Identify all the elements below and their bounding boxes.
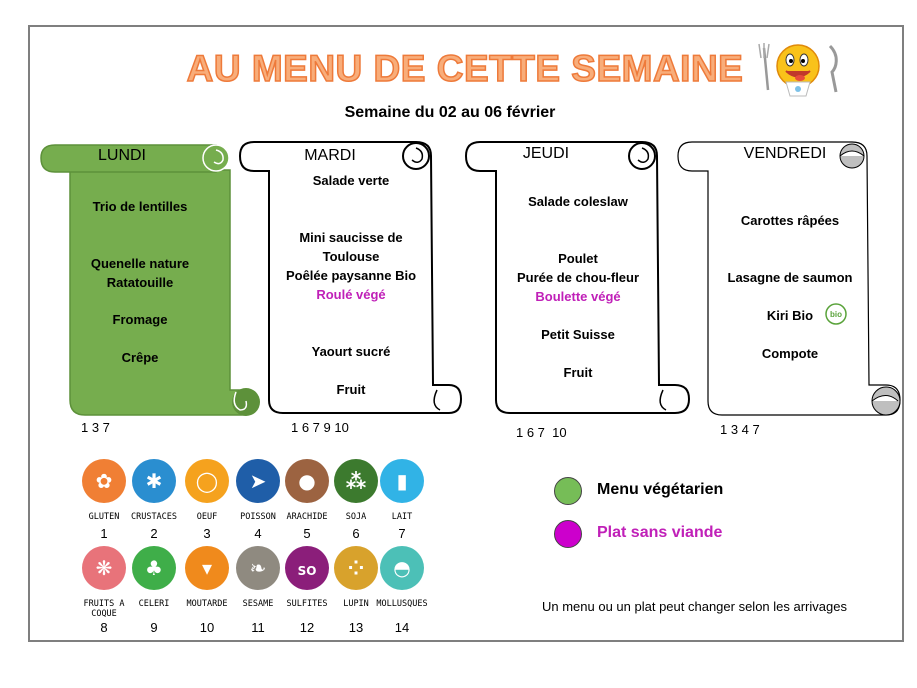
menu-item: Trio de lentilles bbox=[92, 199, 188, 214]
allergen-codes-lundi: 1 3 7 bbox=[81, 420, 110, 435]
menu-item: Mini saucisse de bbox=[299, 230, 403, 245]
menu-item: Fromage bbox=[112, 312, 168, 327]
menu-item-meatless: Roulé végé bbox=[316, 287, 386, 302]
allergen-codes-vendredi: 1 3 4 7 bbox=[720, 422, 760, 437]
menu-item: Petit Suisse bbox=[541, 327, 615, 342]
menu-item: Poulet bbox=[558, 251, 598, 266]
allergen-item bbox=[372, 458, 432, 541]
menu-item: Salade verte bbox=[312, 173, 390, 188]
menu-item: Lasagne de saumon bbox=[727, 270, 853, 285]
allergen-number: 7 bbox=[398, 526, 406, 541]
menu-item: Quenelle nature bbox=[90, 256, 190, 271]
allergen-number: 11 bbox=[251, 620, 265, 635]
allergen-number: 13 bbox=[348, 620, 364, 635]
allergen-codes-mardi: 1 6 7 9 10 bbox=[291, 420, 349, 435]
allergen-label: SULFITES bbox=[286, 599, 328, 609]
allergen-number: 3 bbox=[203, 526, 211, 541]
page-title: AU MENU DE CETTE SEMAINE bbox=[186, 48, 744, 89]
allergen-number: 4 bbox=[254, 526, 262, 541]
menu-item: Poêlée paysanne Bio bbox=[285, 268, 417, 283]
allergen-number: 6 bbox=[352, 526, 360, 541]
allergen-number: 5 bbox=[303, 526, 311, 541]
allergen-label: CRUSTACES bbox=[130, 512, 178, 522]
menu-item: Purée de chou-fleur bbox=[516, 270, 640, 285]
allergen-label: ARACHIDE bbox=[286, 512, 328, 522]
allergen-label: POISSON bbox=[240, 512, 276, 522]
menu-item: Kiri Bio bbox=[766, 308, 814, 323]
menu-item: Crêpe bbox=[121, 350, 159, 365]
menu-item: Toulouse bbox=[322, 249, 380, 264]
week-subtitle: Semaine du 02 au 06 février bbox=[344, 104, 556, 121]
svg-text:♣: ♣ bbox=[145, 556, 163, 580]
svg-text:❋: ❋ bbox=[95, 556, 113, 580]
vegetarian-legend-dot bbox=[554, 477, 582, 505]
day-name-vendredi: VENDREDI bbox=[743, 145, 827, 162]
day-name-jeudi: JEUDI bbox=[522, 145, 570, 162]
svg-text:➤: ➤ bbox=[249, 469, 267, 493]
svg-text:▮: ▮ bbox=[396, 469, 408, 493]
allergen-label: FRUITS A COQUE bbox=[83, 599, 125, 619]
shell-icon bbox=[372, 545, 432, 591]
allergen-codes-jeudi: 1 6 7 10 bbox=[516, 425, 567, 440]
footer-note: Un menu ou un plat peut changer selon les arrivages bbox=[542, 599, 847, 614]
milk-icon bbox=[372, 458, 432, 504]
svg-text:◓: ◓ bbox=[393, 556, 411, 580]
menu-item: Salade coleslaw bbox=[528, 194, 628, 209]
allergen-item bbox=[372, 545, 432, 635]
svg-text:⁘: ⁘ bbox=[347, 556, 365, 580]
allergen-number: 10 bbox=[199, 620, 215, 635]
allergen-label: SESAME bbox=[242, 599, 274, 609]
svg-text:▾: ▾ bbox=[201, 556, 213, 580]
organic-bio-icon bbox=[825, 303, 847, 325]
menu-item: Carottes râpées bbox=[740, 213, 840, 228]
allergen-label: GLUTEN bbox=[88, 512, 120, 522]
allergen-number: 14 bbox=[394, 620, 410, 635]
svg-text:✱: ✱ bbox=[145, 469, 163, 493]
svg-text:✿: ✿ bbox=[95, 469, 113, 493]
allergen-item bbox=[124, 545, 184, 635]
allergen-label: LUPIN bbox=[343, 599, 369, 609]
allergen-number: 8 bbox=[100, 620, 108, 635]
allergen-label: MOUTARDE bbox=[186, 599, 228, 609]
menu-item: Ratatouille bbox=[106, 275, 174, 290]
allergen-label: LAIT bbox=[391, 512, 413, 522]
allergen-label: SOJA bbox=[345, 512, 367, 522]
allergen-label: OEUF bbox=[196, 512, 218, 522]
menu-item: Fruit bbox=[563, 365, 593, 380]
meatless-legend-dot bbox=[554, 520, 582, 548]
vegetarian-legend-label: Menu végétarien bbox=[597, 481, 724, 498]
svg-text:⁂: ⁂ bbox=[345, 469, 367, 493]
svg-text:●: ● bbox=[298, 469, 316, 493]
day-name-mardi: MARDI bbox=[304, 147, 356, 164]
svg-text:◯: ◯ bbox=[195, 469, 219, 493]
svg-text:bio: bio bbox=[830, 310, 842, 319]
menu-item: Yaourt sucré bbox=[311, 344, 391, 359]
allergen-number: 9 bbox=[150, 620, 158, 635]
menu-item: Fruit bbox=[336, 382, 366, 397]
svg-text:❧: ❧ bbox=[249, 556, 267, 580]
crab-icon bbox=[124, 458, 184, 504]
allergen-number: 2 bbox=[150, 526, 158, 541]
allergen-number: 1 bbox=[100, 526, 108, 541]
allergen-number: 12 bbox=[299, 620, 315, 635]
menu-item-meatless: Boulette végé bbox=[535, 289, 621, 304]
allergen-item bbox=[124, 458, 184, 541]
allergen-label: MOLLUSQUES bbox=[376, 599, 428, 609]
menu-item: Compote bbox=[761, 346, 819, 361]
day-name-lundi: LUNDI bbox=[97, 147, 146, 164]
celery-icon bbox=[124, 545, 184, 591]
meatless-legend-label: Plat sans viande bbox=[597, 524, 723, 541]
svg-text:SO: SO bbox=[297, 564, 317, 578]
allergen-label: CELERI bbox=[138, 599, 170, 609]
